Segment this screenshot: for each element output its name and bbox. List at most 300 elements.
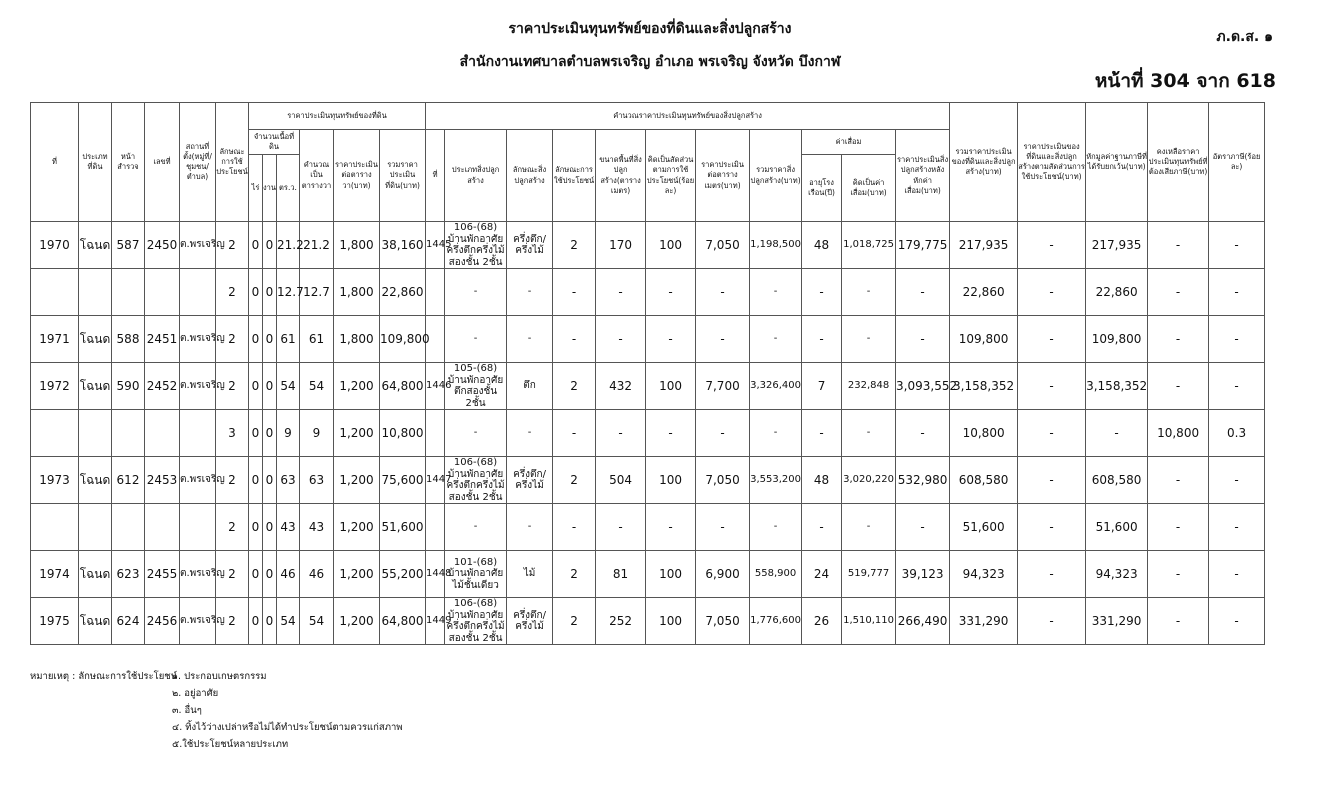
cell-rai: 0: [249, 598, 263, 645]
cell-price: 1,200: [334, 551, 380, 598]
cell-prop: -: [1018, 316, 1086, 363]
cell-wa: 46: [277, 551, 300, 598]
col-building-no: ที่: [426, 130, 445, 222]
cell-b-net: 3,093,552: [896, 363, 950, 410]
cell-rate: -: [1209, 363, 1265, 410]
cell-num: [145, 504, 180, 551]
cell-b-dep: 232,848: [842, 363, 896, 410]
cell-sqwa: 63: [300, 457, 334, 504]
col-building-total: รวมราคาสิ่งปลูกสร้าง(บาท): [750, 130, 802, 222]
cell-b-ratio: -: [646, 410, 696, 457]
cell-sqwa: 21.2: [300, 222, 334, 269]
cell-page: 623: [112, 551, 145, 598]
cell-b-ratio: 100: [646, 363, 696, 410]
cell-no: 1972: [31, 363, 79, 410]
cell-use: 2: [216, 363, 249, 410]
cell-sqwa: 43: [300, 504, 334, 551]
cell-b-dep: 1,510,110: [842, 598, 896, 645]
table-row: [31, 504, 1322, 551]
cell-remain: -: [1148, 269, 1209, 316]
cell-exempt: 51,600: [1086, 504, 1148, 551]
cell-rate: -: [1209, 551, 1265, 598]
cell-sqwa: 54: [300, 598, 334, 645]
cell-price: 1,200: [334, 598, 380, 645]
cell-prop: -: [1018, 410, 1086, 457]
cell-b-type: -: [445, 269, 507, 316]
col-price-per-sqwa: ราคาประเมินต่อตารางวา(บาท): [334, 130, 380, 222]
cell-b-style: -: [507, 504, 553, 551]
office-name: สำนักงานเทศบาลตำบลพรเจริญ อำเภอ พรเจริญ จังหวัด บึงกาฬ: [459, 54, 841, 70]
cell-b-ratio: -: [646, 504, 696, 551]
cell-exempt: 109,800: [1086, 316, 1148, 363]
cell-b-total: 558,900: [750, 551, 802, 598]
col-location: สถานที่ตั้ง(หมู่ที่/ชุมชน/ตำบล): [180, 103, 216, 222]
cell-total: 51,600: [950, 504, 1018, 551]
cell-loc: [180, 269, 216, 316]
col-building-price-sqm: ราคาประเมินต่อตารางเมตร(บาท): [696, 130, 750, 222]
cell-rai: 0: [249, 363, 263, 410]
cell-type: โฉนด: [79, 457, 112, 504]
cell-no: 1971: [31, 316, 79, 363]
table-body: [31, 222, 1322, 645]
cell-b-size: 432: [596, 363, 646, 410]
col-building-type: ประเภทสิ่งปลูกสร้าง: [445, 130, 507, 222]
table-row: [31, 222, 1322, 269]
cell-b-size: -: [596, 269, 646, 316]
cell-b-total: 3,553,200: [750, 457, 802, 504]
cell-b-dep: -: [842, 316, 896, 363]
cell-b-total: 1,198,500: [750, 222, 802, 269]
cell-type: โฉนด: [79, 598, 112, 645]
cell-b-ratio: 100: [646, 457, 696, 504]
col-use-type: ลักษณะการใช้ประโยชน์: [216, 103, 249, 222]
cell-prop: -: [1018, 269, 1086, 316]
cell-num: 2455: [145, 551, 180, 598]
col-wa: ตร.ว.: [277, 155, 300, 222]
cell-total: 3,158,352: [950, 363, 1018, 410]
cell-ngan: 0: [263, 504, 277, 551]
cell-b-price: 7,050: [696, 222, 750, 269]
cell-ngan: 0: [263, 598, 277, 645]
cell-rai: 0: [249, 222, 263, 269]
cell-page: 590: [112, 363, 145, 410]
cell-b-age: 26: [802, 598, 842, 645]
cell-sqwa: 46: [300, 551, 334, 598]
col-building-depreciation: คิดเป็นค่าเสื่อม(บาท): [842, 155, 896, 222]
cell-b-dep: 1,018,725: [842, 222, 896, 269]
cell-b-dep: -: [842, 269, 896, 316]
cell-b-net: -: [896, 269, 950, 316]
cell-b-style: ครึ่งตึก/ครึ่งไม้: [507, 222, 553, 269]
cell-land-total: 109,800: [380, 316, 426, 363]
cell-loc: ต.พรเจริญ: [180, 551, 216, 598]
cell-ngan: 0: [263, 363, 277, 410]
cell-b-no: 1449: [426, 598, 445, 645]
cell-page: 624: [112, 598, 145, 645]
cell-b-age: -: [802, 316, 842, 363]
cell-rate: -: [1209, 222, 1265, 269]
cell-b-net: 179,775: [896, 222, 950, 269]
cell-type: โฉนด: [79, 316, 112, 363]
cell-land-total: 64,800: [380, 598, 426, 645]
cell-sqwa: 61: [300, 316, 334, 363]
cell-total: 10,800: [950, 410, 1018, 457]
cell-rai: 0: [249, 410, 263, 457]
cell-b-net: -: [896, 316, 950, 363]
cell-b-total: -: [750, 269, 802, 316]
table-row: [31, 457, 1322, 504]
cell-exempt: -: [1086, 410, 1148, 457]
appraisal-table: [30, 102, 1322, 645]
cell-b-type: -: [445, 410, 507, 457]
col-proportion-value: ราคาประเมินของที่ดินและสิ่งปลูกสร้างตามสัดส่วนการใช้ประโยชน์(บาท): [1018, 103, 1086, 222]
cell-b-price: -: [696, 269, 750, 316]
page-number: หน้าที่ 304 จาก 618: [1094, 70, 1276, 92]
cell-price: 1,800: [334, 269, 380, 316]
cell-land-total: 22,860: [380, 269, 426, 316]
col-rai: ไร่: [249, 155, 263, 222]
col-building-style: ลักษณะสิ่งปลูกสร้าง: [507, 130, 553, 222]
col-taxable-remaining: คงเหลือราคาประเมินทุนทรัพย์ที่ต้องเสียภาษี(บาท): [1148, 103, 1209, 222]
cell-prop: -: [1018, 222, 1086, 269]
cell-b-ratio: 100: [646, 598, 696, 645]
cell-b-type: 106-(68) บ้านพักอาศัยครึ่งตึกครึ่งไม้สองชั้น 2ชั้น: [446, 457, 505, 503]
cell-b-use: -: [553, 316, 596, 363]
cell-b-no: 1446: [426, 363, 445, 410]
cell-price: 1,200: [334, 504, 380, 551]
group-land-appraisal: ราคาประเมินทุนทรัพย์ของที่ดิน: [249, 103, 426, 130]
cell-no: [31, 504, 79, 551]
cell-num: 2452: [145, 363, 180, 410]
form-code: ภ.ด.ส. ๑: [1216, 29, 1273, 45]
cell-prop: -: [1018, 363, 1086, 410]
cell-b-no: 1447: [426, 457, 445, 504]
cell-loc: ต.พรเจริญ: [180, 316, 216, 363]
cell-b-use: -: [553, 269, 596, 316]
cell-ngan: 0: [263, 316, 277, 363]
cell-loc: ต.พรเจริญ: [180, 222, 216, 269]
cell-b-dep: 3,020,220: [842, 457, 896, 504]
col-building-size: ขนาดพื้นที่สิ่งปลูกสร้าง(ตารางเมตร): [596, 130, 646, 222]
cell-exempt: 22,860: [1086, 269, 1148, 316]
cell-b-type: -: [445, 504, 507, 551]
col-total-land-building: รวมราคาประเมินของที่ดินและสิ่งปลูกสร้าง(บาท): [950, 103, 1018, 222]
cell-land-total: 38,160: [380, 222, 426, 269]
cell-num: [145, 410, 180, 457]
cell-sqwa: 9: [300, 410, 334, 457]
cell-page: 587: [112, 222, 145, 269]
cell-prop: -: [1018, 504, 1086, 551]
cell-remain: -: [1148, 551, 1209, 598]
cell-type: [79, 504, 112, 551]
cell-b-price: 6,900: [696, 551, 750, 598]
cell-b-net: 266,490: [896, 598, 950, 645]
col-building-ratio: คิดเป็นสัดส่วนตามการใช้ประโยชน์(ร้อยละ): [646, 130, 696, 222]
cell-page: [112, 269, 145, 316]
cell-b-net: 39,123: [896, 551, 950, 598]
cell-exempt: 217,935: [1086, 222, 1148, 269]
cell-b-use: 2: [553, 551, 596, 598]
group-area: จำนวนเนื้อที่ดิน: [249, 130, 300, 155]
cell-b-age: -: [802, 410, 842, 457]
cell-total: 217,935: [950, 222, 1018, 269]
cell-price: 1,200: [334, 457, 380, 504]
cell-type: [79, 410, 112, 457]
cell-b-age: 48: [802, 457, 842, 504]
cell-rate: -: [1209, 316, 1265, 363]
cell-loc: ต.พรเจริญ: [180, 598, 216, 645]
cell-land-total: 51,600: [380, 504, 426, 551]
table-row: [31, 363, 1322, 410]
cell-page: [112, 410, 145, 457]
cell-num: 2453: [145, 457, 180, 504]
cell-b-dep: -: [842, 410, 896, 457]
cell-rate: 0.3: [1209, 410, 1265, 457]
cell-b-total: -: [750, 504, 802, 551]
cell-b-no: [426, 269, 445, 316]
cell-b-size: -: [596, 316, 646, 363]
cell-loc: [180, 504, 216, 551]
cell-land-total: 55,200: [380, 551, 426, 598]
cell-land-total: 75,600: [380, 457, 426, 504]
cell-b-no: [426, 504, 445, 551]
cell-total: 109,800: [950, 316, 1018, 363]
cell-use: 2: [216, 551, 249, 598]
cell-b-use: -: [553, 410, 596, 457]
cell-b-price: -: [696, 316, 750, 363]
cell-b-size: 504: [596, 457, 646, 504]
cell-price: 1,200: [334, 410, 380, 457]
cell-b-size: -: [596, 410, 646, 457]
cell-ngan: 0: [263, 222, 277, 269]
cell-type: โฉนด: [79, 551, 112, 598]
cell-use: 2: [216, 222, 249, 269]
cell-price: 1,200: [334, 363, 380, 410]
cell-total: 331,290: [950, 598, 1018, 645]
cell-b-type: 105-(68) บ้านพักอาศัยตึกสองชั้น 2ชั้น: [445, 363, 507, 410]
cell-b-type: 101-(68) บ้านพักอาศัยไม้ชั้นเดียว: [445, 551, 507, 598]
cell-b-no: 1445: [426, 222, 445, 269]
cell-exempt: 94,323: [1086, 551, 1148, 598]
note-item: ๓. อื่นๆ: [172, 705, 202, 716]
cell-remain: -: [1148, 457, 1209, 504]
note-item: ๕.ใช้ประโยชน์หลายประเภท: [172, 739, 289, 750]
cell-remain: 10,800: [1148, 410, 1209, 457]
cell-rate: -: [1209, 457, 1265, 504]
cell-b-price: 7,050: [696, 598, 750, 645]
col-building-use: ลักษณะการใช้ประโยชน์: [553, 130, 596, 222]
cell-ngan: 0: [263, 269, 277, 316]
cell-type: โฉนด: [79, 363, 112, 410]
cell-b-price: 7,050: [696, 457, 750, 504]
cell-rate: -: [1209, 598, 1265, 645]
cell-loc: ต.พรเจริญ: [180, 457, 216, 504]
cell-b-total: -: [750, 316, 802, 363]
cell-b-price: -: [696, 504, 750, 551]
cell-prop: -: [1018, 551, 1086, 598]
cell-remain: -: [1148, 316, 1209, 363]
table-row: [31, 316, 1322, 363]
cell-b-price: -: [696, 410, 750, 457]
cell-b-age: 24: [802, 551, 842, 598]
cell-b-use: 2: [553, 363, 596, 410]
cell-use: 2: [216, 316, 249, 363]
cell-wa: 21.2: [277, 222, 300, 269]
cell-wa: 63: [277, 457, 300, 504]
cell-total: 22,860: [950, 269, 1018, 316]
col-sqwa-calc: คำนวณเป็นตารางวา: [300, 130, 334, 222]
cell-exempt: 3,158,352: [1086, 363, 1148, 410]
cell-use: 2: [216, 598, 249, 645]
cell-b-type: -: [445, 316, 507, 363]
cell-num: [145, 269, 180, 316]
cell-exempt: 608,580: [1086, 457, 1148, 504]
cell-use: 2: [216, 457, 249, 504]
col-page-survey: หน้าสำรวจ: [112, 103, 145, 222]
cell-b-style: -: [507, 316, 553, 363]
cell-no: [31, 410, 79, 457]
col-land-total: รวมราคาประเมินที่ดิน(บาท): [380, 130, 426, 222]
cell-ngan: 0: [263, 551, 277, 598]
cell-wa: 43: [277, 504, 300, 551]
cell-b-size: -: [596, 504, 646, 551]
cell-b-total: 3,326,400: [750, 363, 802, 410]
cell-total: 94,323: [950, 551, 1018, 598]
cell-use: 2: [216, 504, 249, 551]
cell-b-style: ครึ่งตึก/ครึ่งไม้: [507, 598, 553, 645]
cell-no: 1975: [31, 598, 79, 645]
cell-b-ratio: 100: [646, 551, 696, 598]
cell-page: 588: [112, 316, 145, 363]
cell-price: 1,800: [334, 316, 380, 363]
cell-exempt: 331,290: [1086, 598, 1148, 645]
cell-b-age: -: [802, 269, 842, 316]
cell-b-total: 1,776,600: [750, 598, 802, 645]
cell-num: 2450: [145, 222, 180, 269]
cell-wa: 54: [277, 598, 300, 645]
note-item: ๔. ทิ้งไว้ว่างเปล่าหรือไม่ได้ทำประโยชน์ตามควรแก่สภาพ: [172, 722, 403, 733]
cell-b-type: 106-(68) บ้านพักอาศัยครึ่งตึกครึ่งไม้สองชั้น 2ชั้น: [446, 598, 505, 644]
cell-b-no: [426, 410, 445, 457]
col-building-net: ราคาประเมินสิ่งปลูกสร้างหลังหักค่าเสื่อม(บาท): [896, 130, 950, 222]
note-item: ๒. อยู่อาศัย: [172, 688, 219, 699]
cell-land-total: 64,800: [380, 363, 426, 410]
cell-remain: -: [1148, 363, 1209, 410]
cell-b-dep: 519,777: [842, 551, 896, 598]
cell-b-use: 2: [553, 598, 596, 645]
cell-use: 3: [216, 410, 249, 457]
cell-b-type: 106-(68) บ้านพักอาศัยครึ่งตึกครึ่งไม้สองชั้น 2ชั้น: [446, 222, 505, 268]
cell-loc: ต.พรเจริญ: [180, 363, 216, 410]
cell-b-style: ครึ่งตึก/ครึ่งไม้: [507, 457, 553, 504]
cell-rai: 0: [249, 316, 263, 363]
col-no: ที่: [31, 103, 79, 222]
cell-land-total: 10,800: [380, 410, 426, 457]
cell-num: 2451: [145, 316, 180, 363]
report-title: ราคาประเมินทุนทรัพย์ของที่ดินและสิ่งปลูกสร้าง: [508, 21, 792, 37]
cell-b-size: 81: [596, 551, 646, 598]
cell-wa: 61: [277, 316, 300, 363]
col-number: เลขที่: [145, 103, 180, 222]
cell-b-use: 2: [553, 457, 596, 504]
cell-price: 1,800: [334, 222, 380, 269]
cell-b-style: -: [507, 269, 553, 316]
note-item: ๑. ประกอบเกษตรกรรม: [172, 671, 267, 682]
cell-wa: 9: [277, 410, 300, 457]
cell-b-use: 2: [553, 222, 596, 269]
group-depreciation: ค่าเสื่อม: [802, 130, 896, 155]
col-land-type: ประเภทที่ดิน: [79, 103, 112, 222]
cell-b-style: ตึก: [507, 363, 553, 410]
cell-type: [79, 269, 112, 316]
table-row: [31, 598, 1322, 645]
group-building-calc: คำนวณราคาประเมินทุนทรัพย์ของสิ่งปลูกสร้าง: [426, 103, 950, 130]
cell-rai: 0: [249, 269, 263, 316]
cell-wa: 54: [277, 363, 300, 410]
cell-b-age: 7: [802, 363, 842, 410]
cell-b-style: -: [507, 410, 553, 457]
cell-page: 612: [112, 457, 145, 504]
cell-rai: 0: [249, 551, 263, 598]
cell-b-dep: -: [842, 504, 896, 551]
cell-wa: 12.7: [277, 269, 300, 316]
cell-rai: 0: [249, 457, 263, 504]
col-building-age: อายุโรงเรือน(ปี): [802, 155, 842, 222]
cell-no: 1973: [31, 457, 79, 504]
cell-sqwa: 54: [300, 363, 334, 410]
cell-b-style: ไม้: [507, 551, 553, 598]
cell-no: [31, 269, 79, 316]
cell-b-no: 1448: [426, 551, 445, 598]
col-exemption: หักมูลค่าฐานภาษีที่ได้รับยกเว้น(บาท): [1086, 103, 1148, 222]
cell-rate: -: [1209, 269, 1265, 316]
cell-remain: -: [1148, 598, 1209, 645]
cell-no: 1970: [31, 222, 79, 269]
cell-b-ratio: 100: [646, 222, 696, 269]
cell-b-ratio: -: [646, 316, 696, 363]
table-row: [31, 269, 1322, 316]
cell-rai: 0: [249, 504, 263, 551]
cell-b-price: 7,700: [696, 363, 750, 410]
cell-remain: -: [1148, 222, 1209, 269]
cell-type: โฉนด: [79, 222, 112, 269]
cell-total: 608,580: [950, 457, 1018, 504]
notes-label: หมายเหตุ : ลักษณะการใช้ประโยชน์: [30, 671, 178, 682]
cell-page: [112, 504, 145, 551]
cell-loc: [180, 410, 216, 457]
cell-b-total: -: [750, 410, 802, 457]
cell-rate: -: [1209, 504, 1265, 551]
cell-prop: -: [1018, 457, 1086, 504]
cell-b-net: -: [896, 504, 950, 551]
col-tax-rate: อัตราภาษี(ร้อยละ): [1209, 103, 1265, 222]
cell-b-size: 170: [596, 222, 646, 269]
cell-sqwa: 12.7: [300, 269, 334, 316]
table-row: [31, 551, 1322, 598]
cell-ngan: 0: [263, 457, 277, 504]
cell-b-use: -: [553, 504, 596, 551]
cell-b-net: -: [896, 410, 950, 457]
cell-prop: -: [1018, 598, 1086, 645]
col-ngan: งาน: [263, 155, 277, 222]
table-row: [31, 410, 1322, 457]
cell-no: 1974: [31, 551, 79, 598]
cell-b-ratio: -: [646, 269, 696, 316]
cell-ngan: 0: [263, 410, 277, 457]
cell-b-net: 532,980: [896, 457, 950, 504]
cell-use: 2: [216, 269, 249, 316]
cell-b-size: 252: [596, 598, 646, 645]
